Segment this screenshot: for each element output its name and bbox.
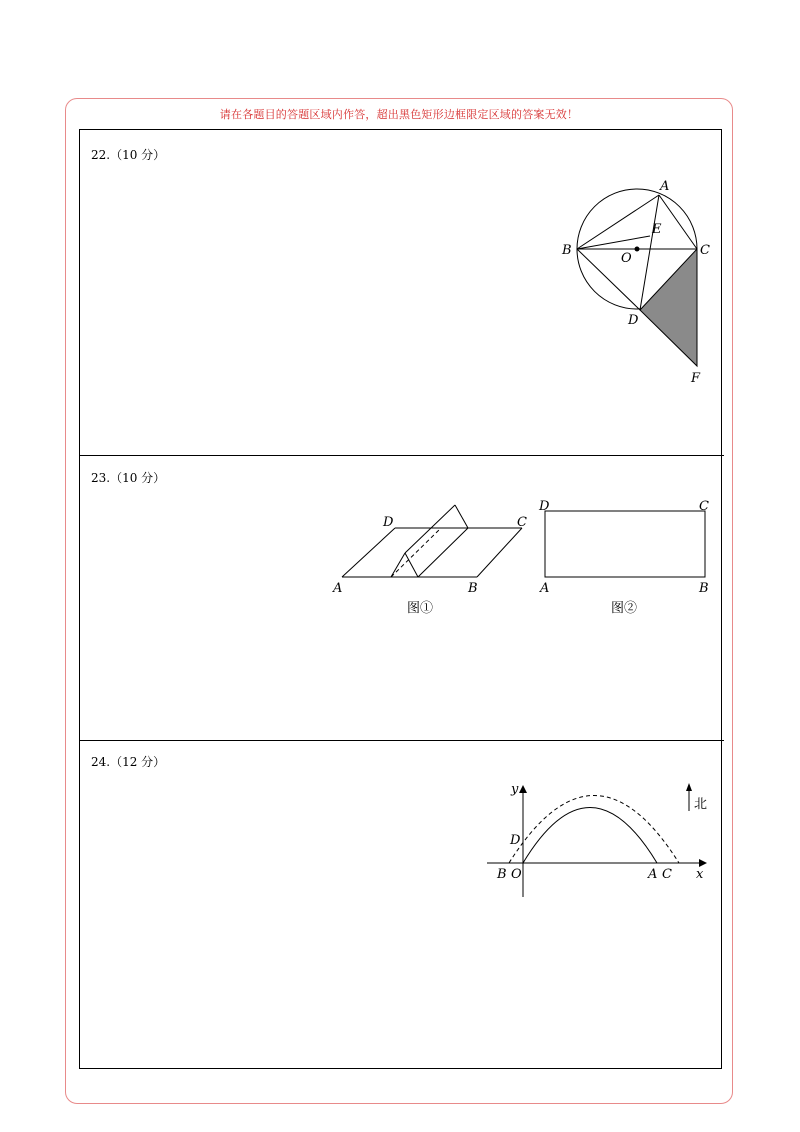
point-label: D: [539, 499, 550, 514]
figure-caption: 图②: [611, 601, 638, 616]
point-label: D: [510, 833, 521, 848]
point-label: B: [562, 243, 572, 258]
point-label: O: [511, 867, 522, 882]
point-label: B: [699, 581, 709, 596]
axis-label: y: [511, 782, 519, 797]
question-23-label: 23.（10 分）: [91, 471, 166, 485]
point-label: D: [383, 515, 394, 530]
point-label: C: [700, 243, 710, 258]
point-label: C: [662, 867, 672, 882]
figure-caption: 图①: [407, 601, 434, 616]
point-label: C: [699, 499, 709, 514]
point-label: E: [652, 222, 662, 237]
point-label: A: [660, 179, 670, 194]
question-24-label: 24.（12 分）: [91, 755, 166, 769]
point-label: A: [540, 581, 550, 596]
north-label: 北: [694, 797, 708, 812]
point-label: A: [648, 867, 658, 882]
point-label: A: [333, 581, 343, 596]
point-label: O: [621, 251, 632, 266]
point-label: B: [497, 867, 507, 882]
point-label: D: [628, 313, 639, 328]
answer-area-notice: 请在各题目的答题区域内作答，超出黑色矩形边框限定区域的答案无效！: [219, 108, 579, 121]
point-label: C: [517, 515, 527, 530]
point-label: F: [691, 371, 701, 386]
point-label: B: [468, 581, 478, 596]
question-22-label: 22.（10 分）: [91, 148, 166, 162]
axis-label: x: [696, 867, 704, 882]
